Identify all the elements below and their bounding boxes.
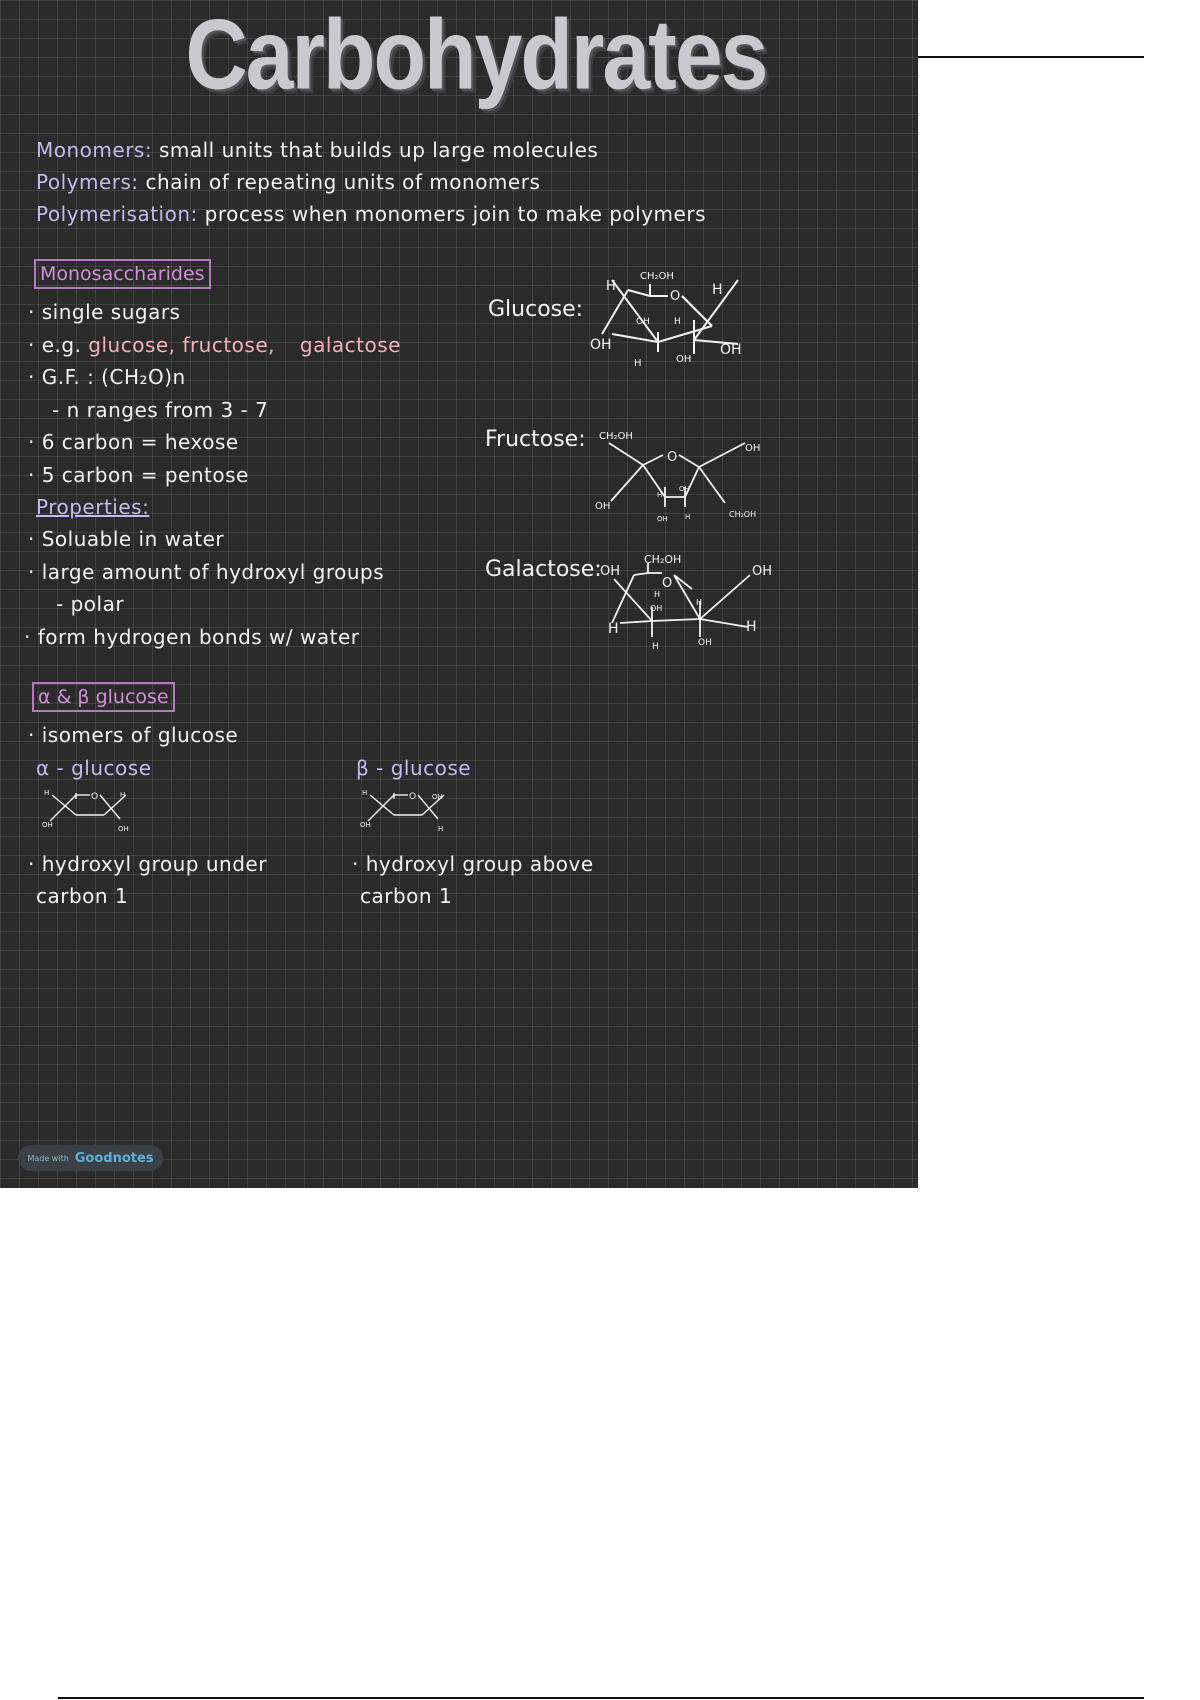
top-rule: [918, 56, 1144, 58]
badge-brand: Goodnotes: [74, 1150, 154, 1166]
isomers-heading: α & β glucose: [32, 682, 175, 712]
glucose-oh-left: OH: [590, 337, 612, 353]
alpha-oh-right: OH: [118, 825, 129, 833]
glucose-h-top-left: H: [606, 279, 616, 294]
glucose-ring-oxygen: O: [670, 289, 681, 304]
property-hydrogen-bonds-text: form hydrogen bonds w/ water: [37, 625, 360, 649]
mono-line1-text: single sugars: [41, 300, 181, 324]
property-hydroxyl-text: large amount of hydroxyl groups: [41, 560, 385, 584]
fructose-oh-right: OH: [745, 443, 761, 454]
definition-polymers: [36, 170, 540, 194]
galactose-h-left: H: [608, 621, 619, 637]
monomers-term: Monomers:: [36, 138, 153, 162]
glucose-label: Glucose:: [488, 297, 584, 322]
page-title: Carbohydrates: [185, 0, 767, 111]
mono-line-general-formula: · G.F. : (CH₂O)n: [28, 365, 186, 389]
examples-prefix: e.g.: [41, 333, 82, 357]
fructose-ring-oxygen: O: [667, 450, 678, 465]
glucose-h-bottom: H: [634, 358, 642, 369]
fructose-ch2oh-top: CH₂OH: [599, 431, 633, 442]
galactose-structure: [600, 553, 780, 653]
property-polar: - polar: [56, 592, 125, 616]
glucose-h-inner: H: [674, 317, 681, 327]
glucose-structure: [590, 262, 760, 372]
beta-h-left: H: [362, 789, 368, 797]
property-hydroxyl: · large amount of hydroxyl groups: [28, 560, 385, 584]
mono-line-single-sugars: · single sugars: [28, 300, 181, 324]
glucose-h-top-right: H: [712, 282, 723, 298]
fructose-structure: [595, 425, 785, 525]
alpha-glucose-label: α - glucose: [36, 756, 152, 780]
example-galactose: galactose: [299, 333, 401, 357]
alpha-oh-left: OH: [42, 821, 53, 829]
beta-oh-left: OH: [360, 821, 371, 829]
beta-oh-right: OH: [432, 793, 443, 801]
fructose-oh-left: OH: [595, 501, 611, 512]
beta-glucose-label: β - glucose: [356, 756, 472, 780]
made-with-goodnotes-badge: [18, 1145, 163, 1171]
definition-polymerisation: [36, 202, 706, 226]
galactose-h-inner-right: H: [696, 598, 703, 607]
alpha-desc1-text: hydroxyl group under: [41, 852, 267, 876]
pentose-text: 5 carbon = pentose: [41, 463, 249, 487]
galactose-oh-inner: OH: [650, 604, 663, 613]
beta-desc1-text: hydroxyl group above: [365, 852, 594, 876]
mono-line-examples: · e.g. glucose, fructose, galactose: [28, 333, 401, 357]
glucose-ch2oh: CH₂OH: [640, 271, 674, 282]
galactose-h-inner: H: [654, 590, 661, 599]
fructose-h-inner: H: [657, 491, 663, 499]
glucose-oh-inner: OH: [636, 317, 650, 327]
general-formula-text: G.F. : (CH₂O)n: [41, 365, 186, 389]
mono-line-n-range: - n ranges from 3 - 7: [52, 398, 269, 422]
beta-desc-line2: carbon 1: [360, 884, 453, 908]
fructose-ch2oh-bottom: CH₂OH: [729, 510, 757, 519]
galactose-h-right: H: [746, 619, 757, 635]
glucose-oh-bottom: OH: [676, 354, 692, 365]
badge-made-with: Made with: [27, 1153, 69, 1163]
galactose-oh-top-right: OH: [752, 564, 773, 579]
example-glucose: glucose,: [88, 333, 176, 357]
glucose-oh-right: OH: [720, 342, 742, 358]
isomers-line: · isomers of glucose: [28, 723, 239, 747]
fructose-label: Fructose:: [485, 427, 586, 452]
alpha-h-right: H: [120, 791, 126, 799]
fructose-oh-inner: OH: [679, 485, 690, 493]
mono-line-hexose: · 6 carbon = hexose: [28, 430, 239, 454]
monomers-definition: small units that builds up large molecules: [158, 138, 599, 162]
property-hydrogen-bonds: · form hydrogen bonds w/ water: [24, 625, 360, 649]
beta-glucose-structure: [358, 785, 458, 835]
bottom-rule: [58, 1697, 1144, 1699]
property-soluble: · Soluable in water: [28, 527, 225, 551]
polymers-definition: chain of repeating units of monomers: [145, 170, 541, 194]
galactose-ring-oxygen: O: [662, 576, 673, 591]
polymerisation-definition: process when monomers join to make polymers: [204, 202, 706, 226]
isomers-line-text: isomers of glucose: [41, 723, 239, 747]
definition-monomers: [36, 138, 598, 162]
galactose-h-bottom: H: [652, 642, 659, 652]
alpha-glucose-structure: [40, 785, 140, 835]
galactose-oh-top-left: OH: [600, 564, 621, 579]
property-soluble-text: Soluable in water: [41, 527, 225, 551]
galactose-oh-bottom: OH: [698, 638, 712, 648]
polymers-term: Polymers:: [36, 170, 139, 194]
hexose-text: 6 carbon = hexose: [41, 430, 239, 454]
properties-heading: Properties:: [36, 495, 150, 519]
monosaccharides-heading: Monosaccharides: [34, 259, 211, 289]
fructose-oh-bottom: OH: [657, 515, 668, 523]
alpha-desc-line1: · hydroxyl group under: [28, 852, 267, 876]
beta-h-bottom-right: H: [438, 825, 444, 833]
alpha-h-left: H: [44, 789, 50, 797]
mono-line-pentose: · 5 carbon = pentose: [28, 463, 249, 487]
beta-ring-oxygen: O: [409, 792, 417, 802]
beta-desc-line1: · hydroxyl group above: [352, 852, 594, 876]
polymerisation-term: Polymerisation:: [36, 202, 198, 226]
galactose-ch2oh: CH₂OH: [644, 553, 682, 566]
alpha-ring-oxygen: O: [91, 792, 99, 802]
alpha-desc-line2: carbon 1: [36, 884, 129, 908]
fructose-h-bottom: H: [685, 513, 691, 521]
galactose-label: Galactose:: [485, 557, 602, 582]
example-fructose: fructose,: [182, 333, 276, 357]
